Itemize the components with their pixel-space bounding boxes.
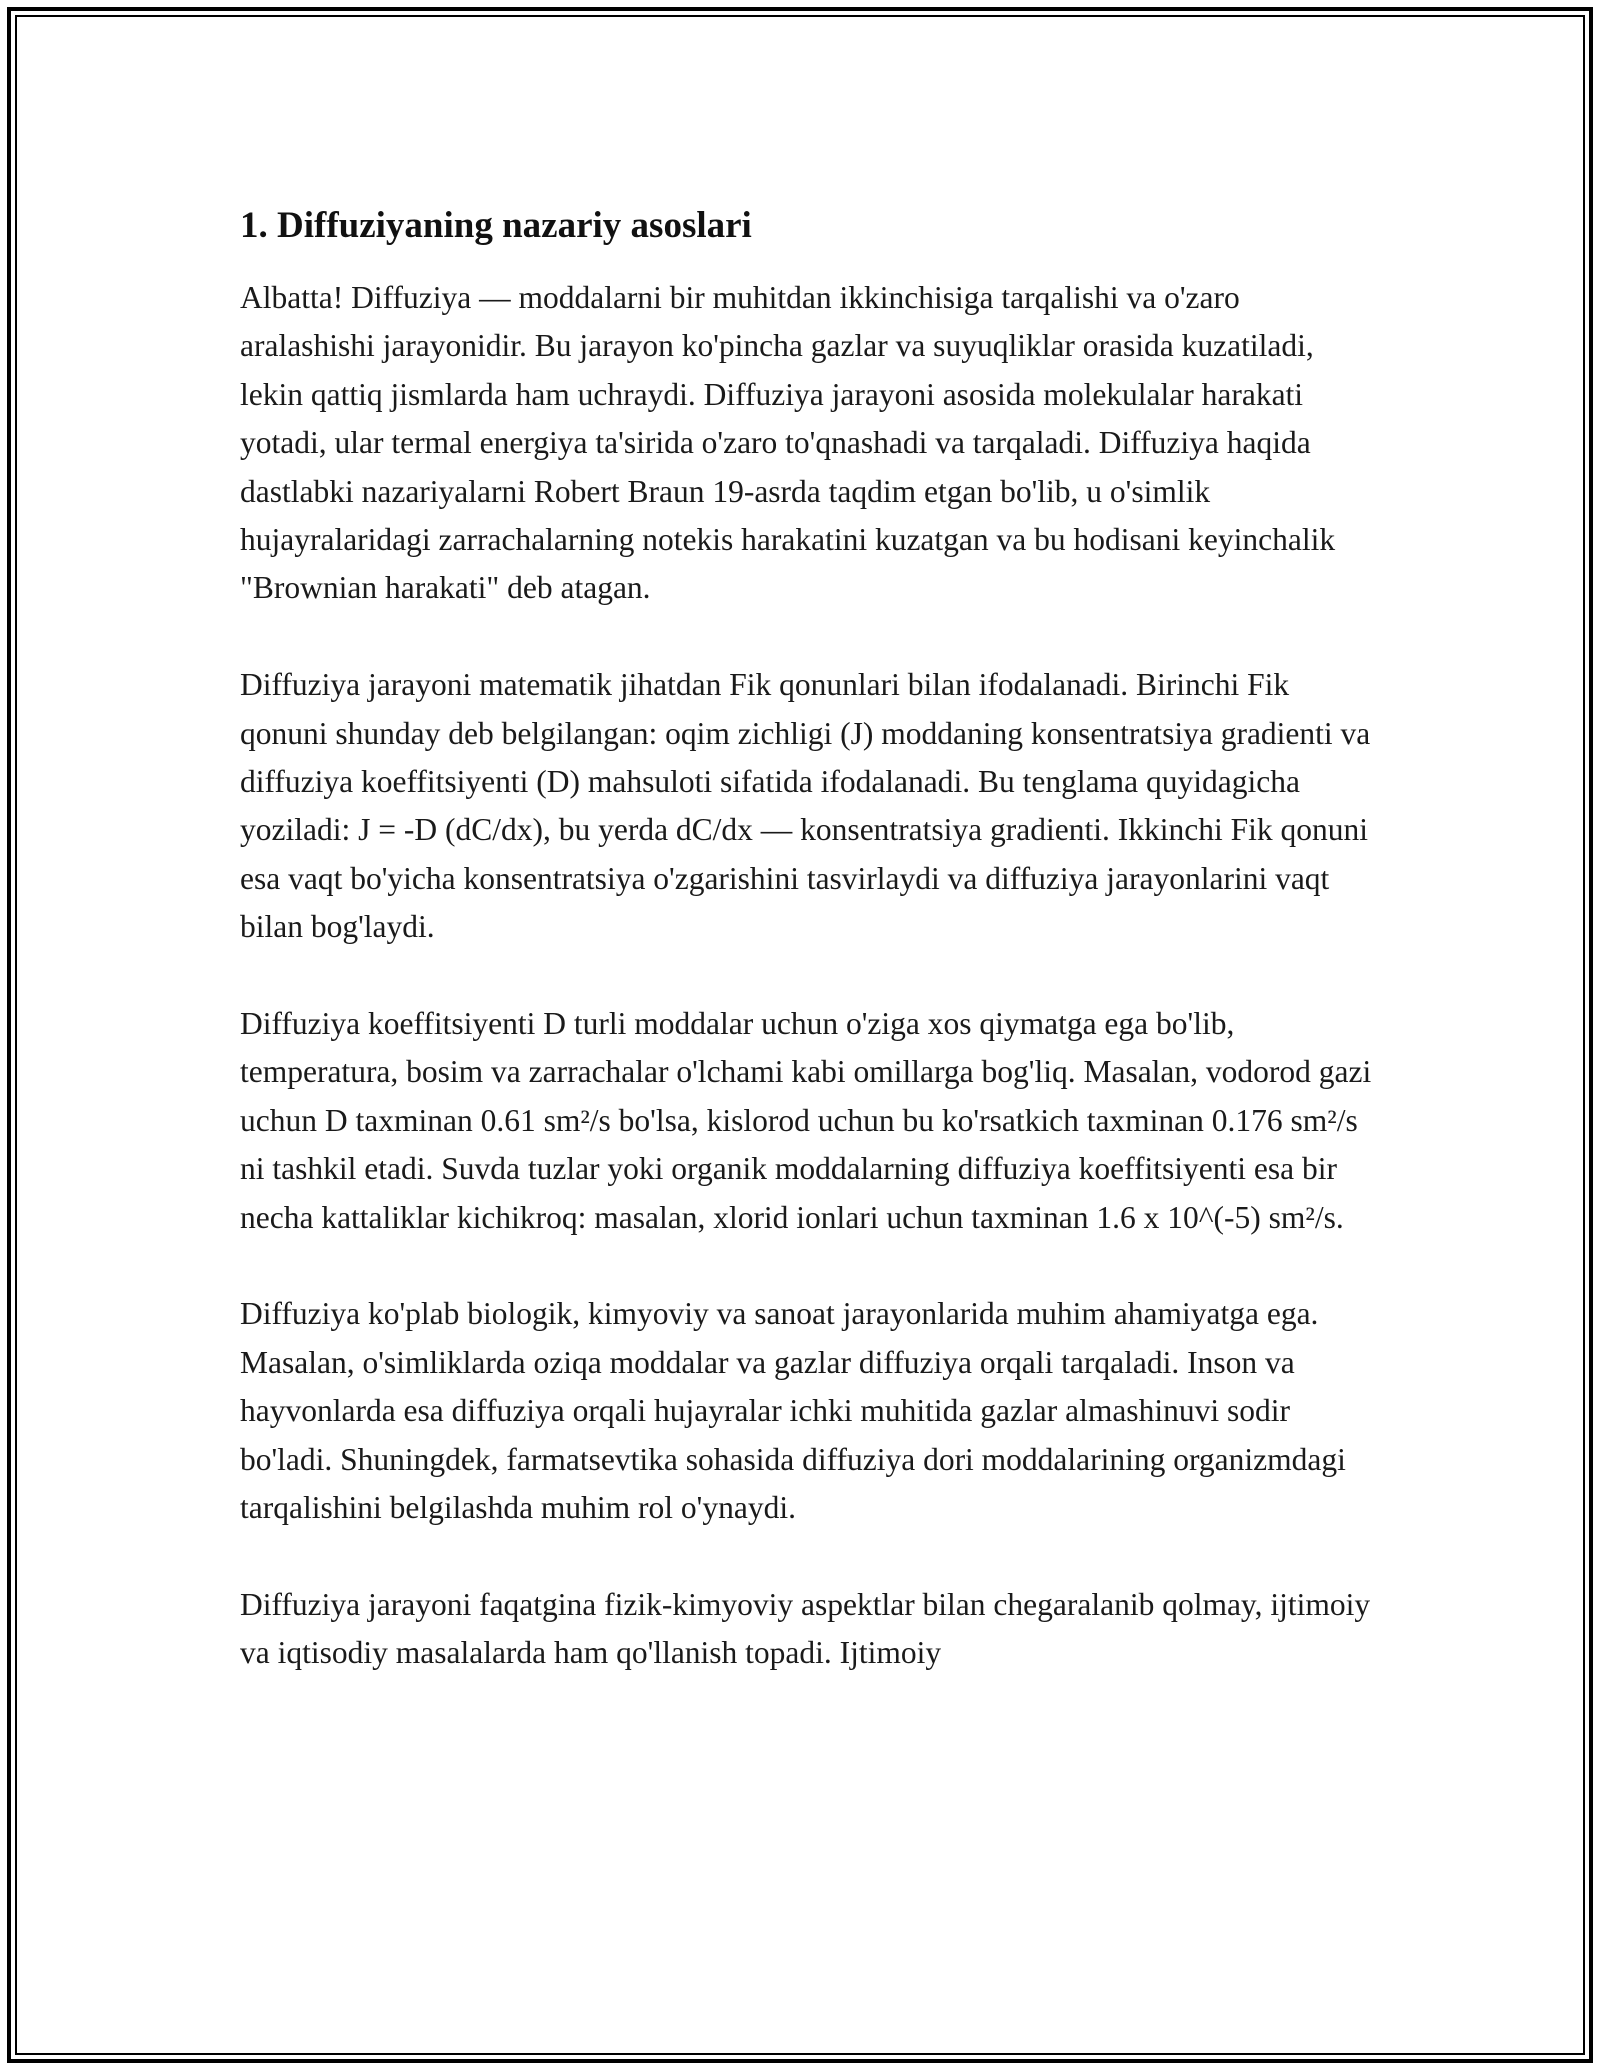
page-border-outer [7, 7, 1593, 2063]
paragraph-intro: Albatta! Diffuziya — moddalarni bir muhitdan ikkinchisiga tarqalishi va o'zaro aralashishi jarayonidir. Bu jarayon ko'pincha gazlar va suyuqliklar orasida kuzatiladi, lekin qattiq jismlarda ham uchraydi. Diffuziya jarayoni asosida molekulalar harakati yotadi, ular termal energiya ta'sirida o'zaro to'qnashadi va tarqaladi. Diffuziya haqida dastlabki nazariyalarni Robert Braun 19-asrda taqdim etgan bo'lib, u o'simlik hujayralaridagi zarrachalarning notekis harakatini kuzatgan va bu hodisani keyinchalik "Brownian harakati" deb atagan. [240, 280, 1336, 606]
paragraph-applications: Diffuziya ko'plab biologik, kimyoviy va sanoat jarayonlarida muhim ahamiyatga ega. Masalan, o'simliklarda oziqa moddalar va gazlar diffuziya orqali tarqaladi. Inson va hayvonlarda esa diffuziya orqali hujayralar ichki muhitida gazlar almashinuvi sodir bo'ladi. Shuningdek, farmatsevtika sohasida diffuziya dori moddalarining organizmdagi tarqalishini belgilashda muhim rol o'ynaydi. [240, 1296, 1346, 1526]
section-title: 1. Diffuziyaning nazariy asoslari [240, 205, 752, 246]
page-border-inner [15, 15, 1585, 2055]
paragraph-social-economic: Diffuziya jarayoni faqatgina fizik-kimyoviy aspektlar bilan chegaralanib qolmay, ijtimoiy va iqtisodiy masalalarda ham qo'llanish topadi. Ijtimoiy [240, 1586, 1371, 1671]
paragraph-fick-laws: Diffuziya jarayoni matematik jihatdan Fik qonunlari bilan ifodalanadi. Birinchi Fik qonuni shunday deb belgilangan: oqim zichligi (J) moddaning konsentratsiya gradienti va diffuziya koeffitsiyenti (D) mahsuloti sifatida ifodalanadi. Bu tenglama quyidagicha yoziladi: J = -D (dC/dx), bu yerda dC/dx — konsentratsiya gradienti. Ikkinchi Fik qonuni esa vaqt bo'yicha konsentratsiya o'zgarishini tasvirlaydi va diffuziya jarayonlarini vaqt bilan bog'laydi. [240, 667, 1371, 945]
document-body [240, 200, 1380, 1726]
paragraph-diffusion-coefficient: Diffuziya koeffitsiyenti D turli moddalar uchun o'ziga xos qiymatga ega bo'lib, temperatura, bosim va zarrachalar o'lchami kabi omillarga bog'liq. Masalan, vodorod gazi uchun D taxminan 0.61 sm²/s bo'lsa, kislorod uchun bu ko'rsatkich taxminan 0.176 sm²/s ni tashkil etadi. Suvda tuzlar yoki organik moddalarning diffuziya koeffitsiyenti esa bir necha kattaliklar kichikroq: masalan, xlorid ionlari uchun taxminan 1.6 x 10^(-5) sm²/s. [240, 1006, 1372, 1235]
